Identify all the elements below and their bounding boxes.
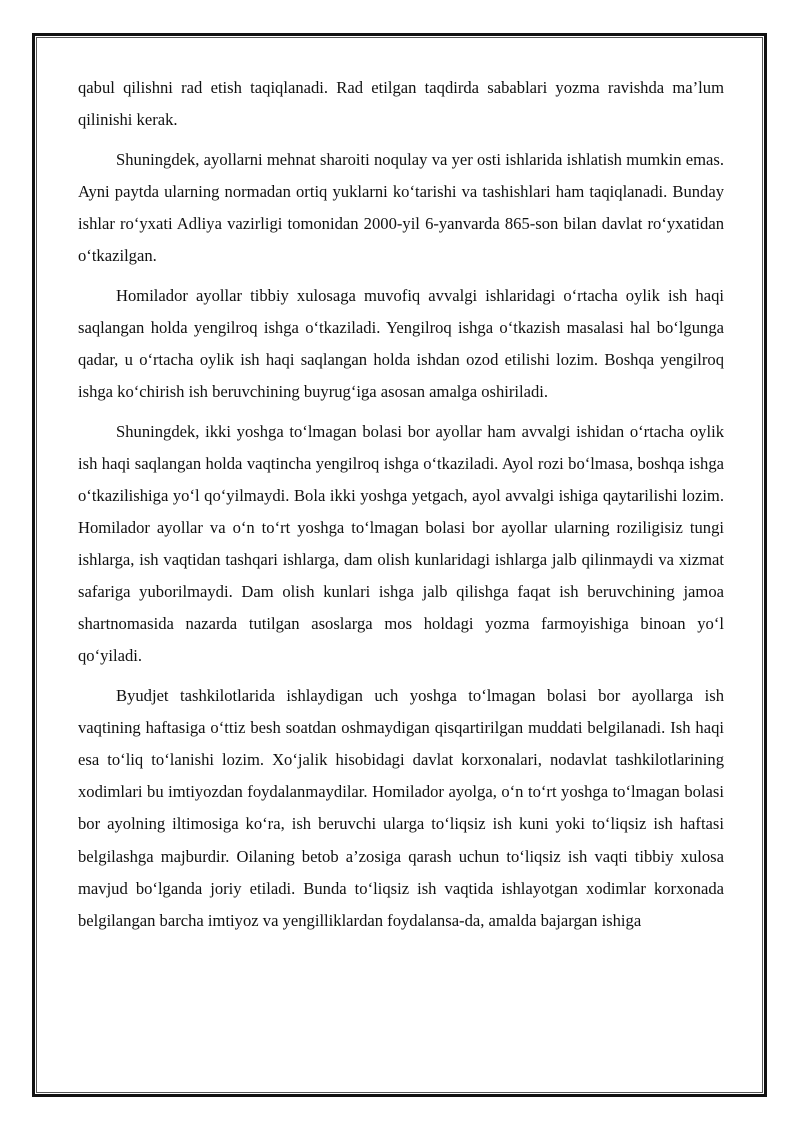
paragraph-2: Shuningdek, ayollarni mehnat sharoiti noqulay va yer osti ishlarida ishlatish mumkin emas. Ayni paytda ularning normadan ortiq yuklarni ko‘tarishi va tashishlari ham taqiqlanadi. Bunday ishlar ro‘yxati Adliya vazirligi tomonidan 2000-yil 6-yanvarda 865-son bilan davlat ro‘yxatidan o‘tkazilgan. — [78, 149, 724, 266]
paragraph-3: Homilador ayollar tibbiy xulosaga muvofiq avvalgi ishlaridagi o‘rtacha oylik ish haqi saqlangan holda yengilroq ishga o‘tkaziladi. Yengilroq ishga o‘tkazish masalasi hal bo‘lgunga qadar, u o‘rtacha oylik ish haqi saqlangan holda ishdan ozod etilishi lozim. Boshqa yengilroq ishga ko‘chirish ish beruvchining buyrug‘iga asosan amalga oshiriladi. — [78, 285, 724, 402]
paragraph-4: Shuningdek, ikki yoshga to‘lmagan bolasi bor ayollar ham avvalgi ishidan o‘rtacha oylik ish haqi saqlangan holda vaqtincha yengilroq ishga o‘tkaziladi. Ayol rozi bo‘lmasa, boshqa ishga o‘tkazilishiga yo‘l qo‘yilmaydi. Bola ikki yoshga yetgach, ayol avvalgi ishiga qaytarilishi lozim. Homilador ayollar va o‘n to‘rt yoshga to‘lmagan bolasi bor ayollar ularning roziligisiz tungi ishlarga, ish vaqtidan tashqari ishlarga, dam olish kunlaridagi ishlarga jalb qilinmaydi va xizmat safariga yuborilmaydi. Dam olish kunlari ishga jalb qilishga faqat ish beruvchining jamoa shartnomasida nazarda tutilgan asoslarga mos holdagi yozma farmoyishiga binoan yo‘l qo‘yiladi. — [78, 421, 724, 666]
document-body — [78, 72, 724, 944]
paragraph-5: Byudjet tashkilotlarida ishlaydigan uch yoshga to‘lmagan bolasi bor ayollarga ish vaqtining haftasiga o‘ttiz besh soatdan oshmaydigan qisqartirilgan muddati belgilanadi. Ish haqi esa to‘liq to‘lanishi lozim. Xo‘jalik hisobidagi davlat korxonalari, nodavlat tashkilotlarining xodimlari bu imtiyozdan foydalanmaydilar. Homilador ayolga, o‘n to‘rt yoshga to‘lmagan bolasi bor ayolning iltimosiga ko‘ra, ish beruvchi ularga to‘liqsiz ish kuni yoki to‘liqsiz ish haftasi belgilashga majburdir. Oilaning betob a’zosiga qarash uchun to‘liqsiz ish vaqti tibbiy xulosa mavjud bo‘lganda joriy etiladi. Bunda to‘liqsiz ish vaqtida ishlayotgan xodimlar korxonada belgilangan barcha imtiyoz va yengilliklardan foydalansa-da, amalda bajargan ishiga — [78, 686, 724, 930]
paragraph-1: qabul qilishni rad etish taqiqlanadi. Rad etilgan taqdirda sabablari yozma ravishda ma’lum qilinishi kerak. — [78, 78, 724, 130]
